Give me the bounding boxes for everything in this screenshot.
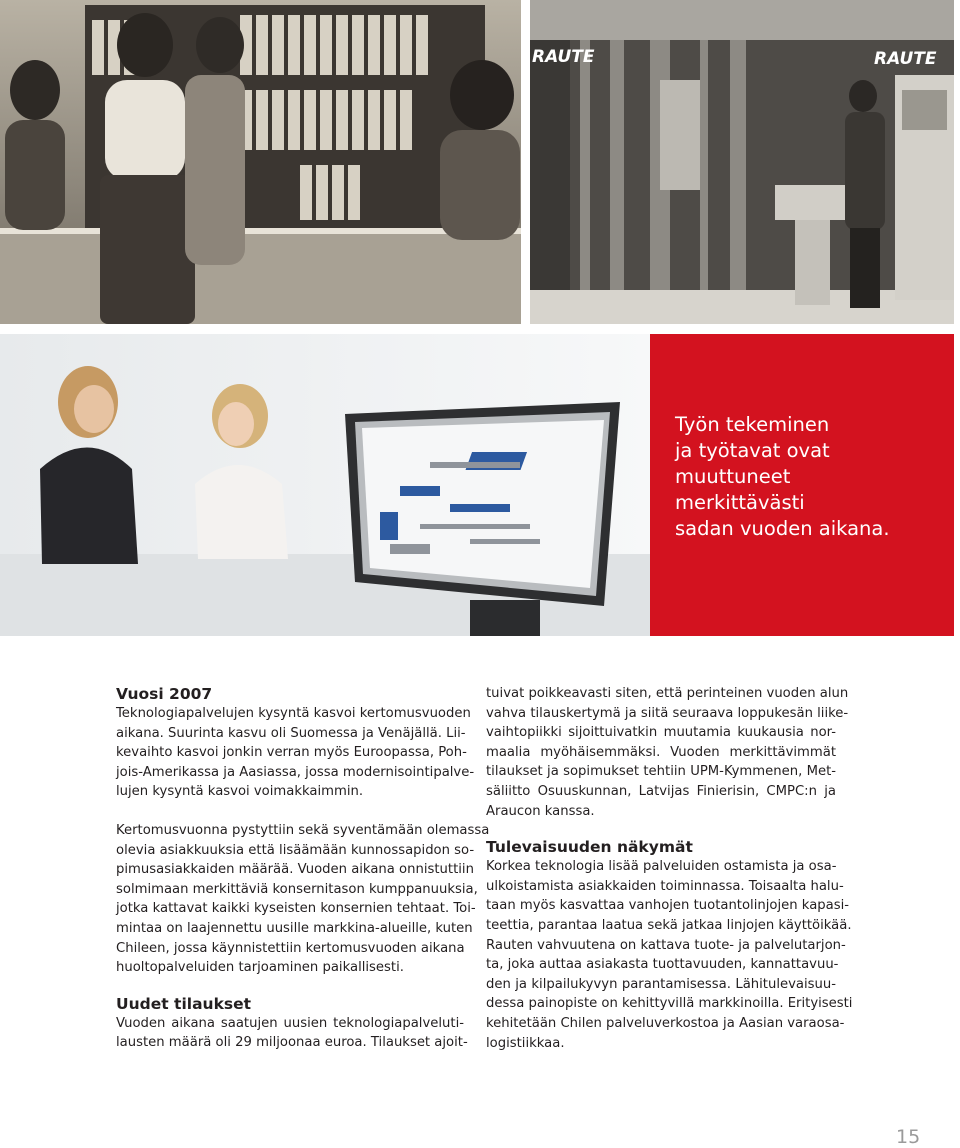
text-line: ulkoistamista asiakkaiden toiminnassa. Toisaalta halu- — [486, 878, 844, 894]
text-line: vahva tilauskertymä ja siitä seuraava loppukesän liike- — [486, 705, 849, 721]
text-line: vaihtopiikki sijoittuivatkin muutamia kuukausia nor- — [486, 725, 836, 741]
text-line: kehitetään Chilen palveluverkostoa ja Aasian varaosa- — [486, 1015, 845, 1031]
text-line: Korkea teknologia lisää palveluiden ostamista ja osa- — [486, 859, 837, 875]
text-line: solmimaan merkittäviä konsernitason kumppanuuksia, — [116, 881, 478, 897]
heading-uudet-tilaukset: Uudet tilaukset — [116, 994, 252, 1013]
text-line: huoltopalveluiden tarjoaminen paikallisesti. — [116, 960, 404, 976]
text-line: lausten määrä oli 29 miljoonaa euroa. Tilaukset ajoit- — [116, 1035, 468, 1051]
text-line: teettia, parantaa laatua sekä jatkaa linjojen käyttöikää. — [486, 917, 852, 933]
text-line: kevaihto kasvoi jonkin verran myös Euroopassa, Poh- — [116, 745, 467, 761]
text-line: aikana. Suurinta kasvu oli Suomessa ja Venäjällä. Lii- — [116, 725, 466, 741]
historical-office-photo — [0, 0, 521, 324]
right-text-column — [486, 684, 853, 1053]
callout-line: ja työtavat ovat — [675, 439, 830, 462]
text-line: den ja kilpailukyvyn parantamisessa. Lähitulevaisuu- — [486, 976, 836, 992]
text-line: Rauten vahvuutena on kattava tuote- ja palvelutarjon- — [486, 937, 846, 953]
text-line: lujen kysyntä kasvoi voimakkaimmin. — [116, 784, 364, 800]
paragraph — [486, 857, 853, 1053]
text-line: dessa painopiste on kehittyvillä markkinoilla. Erityisesti — [486, 996, 853, 1012]
raute-logo-left: RAUTE — [532, 47, 595, 67]
callout-line: sadan vuoden aikana. — [675, 517, 890, 540]
red-callout-box — [650, 334, 954, 636]
paragraph — [486, 684, 849, 821]
page-number: 15 — [896, 1126, 921, 1148]
text-line: taan myös kasvattaa vanhojen tuotantolinjojen kapasi- — [486, 898, 850, 914]
text-line: Kertomusvuonna pystyttiin sekä syventämään olemassa — [116, 822, 490, 838]
text-line: Teknologiapalvelujen kysyntä kasvoi kertomusvuoden — [116, 706, 471, 721]
callout-line: muuttuneet — [675, 465, 791, 488]
modern-office-photo — [0, 334, 650, 636]
callout-quote — [675, 412, 945, 542]
heading-tulevaisuuden-nakymat: Tulevaisuuden näkymät — [486, 838, 693, 857]
text-line: Chileen, jossa käynnistettiin kertomusvuoden aikana — [116, 940, 465, 956]
callout-line: merkittävästi — [675, 491, 805, 514]
text-line: säliitto Osuuskunnan, Latvijas Finierisin, CMPC:n ja — [486, 783, 836, 799]
text-line: tilaukset ja sopimukset tehtiin UPM-Kymmenen, Met- — [486, 764, 836, 780]
paragraph — [116, 1014, 468, 1053]
text-line: jotka kattavat kaikki kyseisten konsernien tehtaat. Toi- — [116, 901, 476, 917]
paragraph — [116, 821, 490, 978]
text-line: jois-Amerikassa ja Aasiassa, jossa modernisointipalve- — [116, 764, 475, 780]
text-line: olevia asiakkuuksia että lisäämään kunnossapidon so- — [116, 842, 475, 858]
raute-logo-right: RAUTE — [874, 49, 937, 69]
text-line: pimusasiakkaiden määrää. Vuoden aikana onnistuttiin — [116, 862, 474, 878]
left-text-column — [116, 684, 490, 1053]
historical-factory-photo — [530, 0, 954, 324]
callout-line: Työn tekeminen — [675, 413, 830, 436]
text-line: maalia myöhäisemmäksi. Vuoden merkittävimmät — [486, 744, 836, 760]
text-line: Vuoden aikana saatujen uusien teknologiapalveluti- — [116, 1015, 464, 1031]
text-line: mintaa on laajennettu uusille markkina-alueille, kuten — [116, 920, 473, 936]
text-line: logistiikkaa. — [486, 1035, 565, 1051]
text-line: tuivat poikkeavasti siten, että perinteinen vuoden alun — [486, 686, 849, 701]
text-line: Araucon kanssa. — [486, 803, 595, 819]
paragraph — [116, 704, 475, 802]
heading-vuosi-2007: Vuosi 2007 — [116, 685, 213, 703]
text-line: ta, joka auttaa asiakasta tuottavuuden, kannattavuu- — [486, 957, 839, 973]
